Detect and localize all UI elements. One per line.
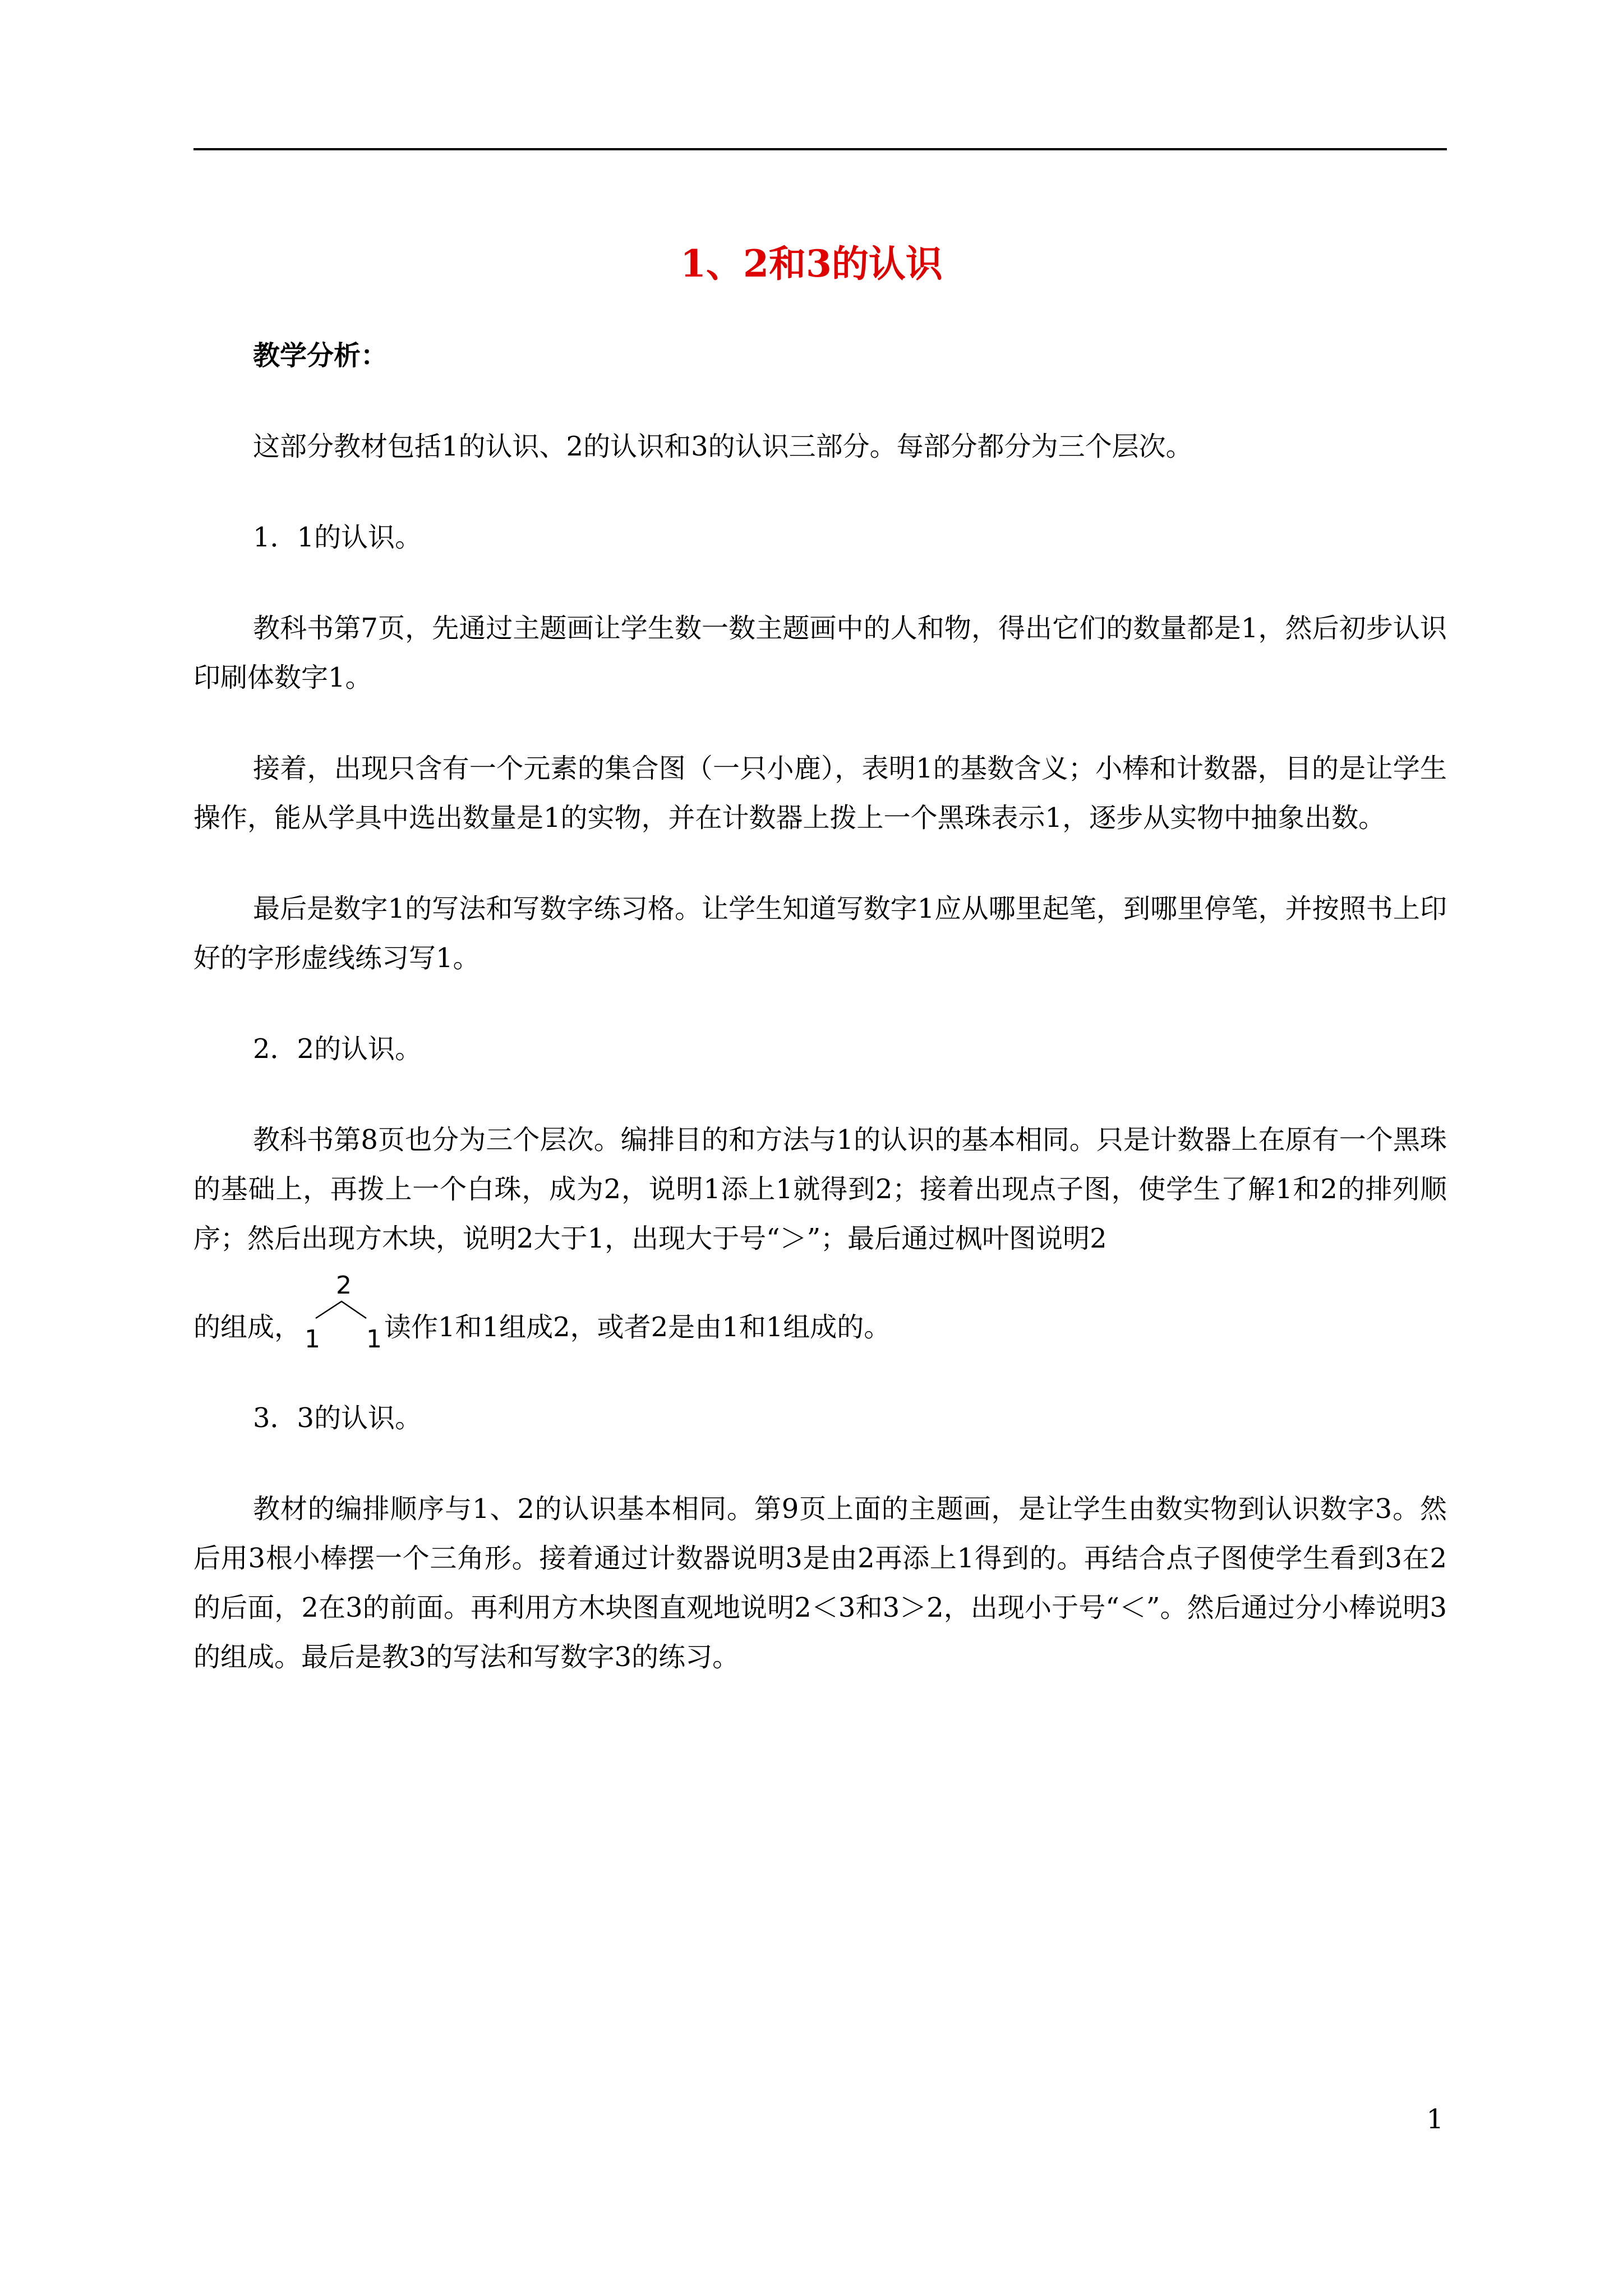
paragraph-1b: 接着，出现只含有一个元素的集合图（一只小鹿），表明1的基数含义；小棒和计数器，目的是让学生操作，能从学具中选出数量是1的实物，并在计数器上拨上一个黑珠表示1，逐步从实物中抽象出数。 xyxy=(193,753,1447,834)
section-heading: 教学分析： xyxy=(253,340,388,371)
paragraph-1c: 最后是数字1的写法和写数字练习格。让学生知道写数字1应从哪里起笔，到哪里停笔，并按照书上印好的字形虚线练习写1。 xyxy=(193,893,1447,974)
number-split-diagram xyxy=(301,1269,384,1353)
subheading-1: 1．1的认识。 xyxy=(253,522,422,553)
paragraph-2a: 教科书第8页也分为三个层次。编排目的和方法与1的认识的基本相同。只是计数器上在原有一个黑珠的基础上，再拨上一个白珠，成为2，说明1添上1就得到2；接着出现点子图，使学生了解1和2的排列顺序；然后出现方木块，说明2大于1，出现大于号“＞”；最后通过枫叶图说明2 xyxy=(193,1124,1447,1254)
paragraph-1a: 教科书第7页，先通过主题画让学生数一数主题画中的人和物，得出它们的数量都是1，然后初步认识印刷体数字1。 xyxy=(193,613,1447,693)
diagram-top-number: 2 xyxy=(336,1271,352,1300)
subheading-3: 3．3的认识。 xyxy=(253,1402,422,1434)
diagram-branch-lines xyxy=(316,1301,366,1318)
composition-paragraph xyxy=(193,1271,1447,1353)
diagram-left-number: 1 xyxy=(305,1325,321,1353)
page-title: 1、2和3的认识 xyxy=(680,242,943,286)
document-body xyxy=(193,331,1447,1682)
diagram-right-number: 1 xyxy=(366,1325,382,1353)
subheading-2: 2．2的认识。 xyxy=(253,1033,422,1065)
header-rule xyxy=(193,148,1447,150)
composition-before: 的组成， xyxy=(193,1312,302,1343)
composition-after: 读作1和1组成2，或者2是由1和1组成的。 xyxy=(384,1312,891,1343)
paragraph-intro: 这部分教材包括1的认识、2的认识和3的认识三部分。每部分都分为三个层次。 xyxy=(253,431,1193,462)
paragraph-3a: 教材的编排顺序与1、2的认识基本相同。第9页上面的主题画，是让学生由数实物到认识数字3。然后用3根小棒摆一个三角形。接着通过计数器说明3是由2再添上1得到的。再结合点子图使学生看到3在2的后面，2在3的前面。再利用方木块图直观地说明2＜3和3＞2，出现小于号“＜”。然后通过分小棒说明3的组成。最后是教3的写法和写数字3的练习。 xyxy=(193,1493,1447,1673)
page-number: 1 xyxy=(1426,2104,1444,2135)
composition-diagram xyxy=(301,1271,384,1353)
